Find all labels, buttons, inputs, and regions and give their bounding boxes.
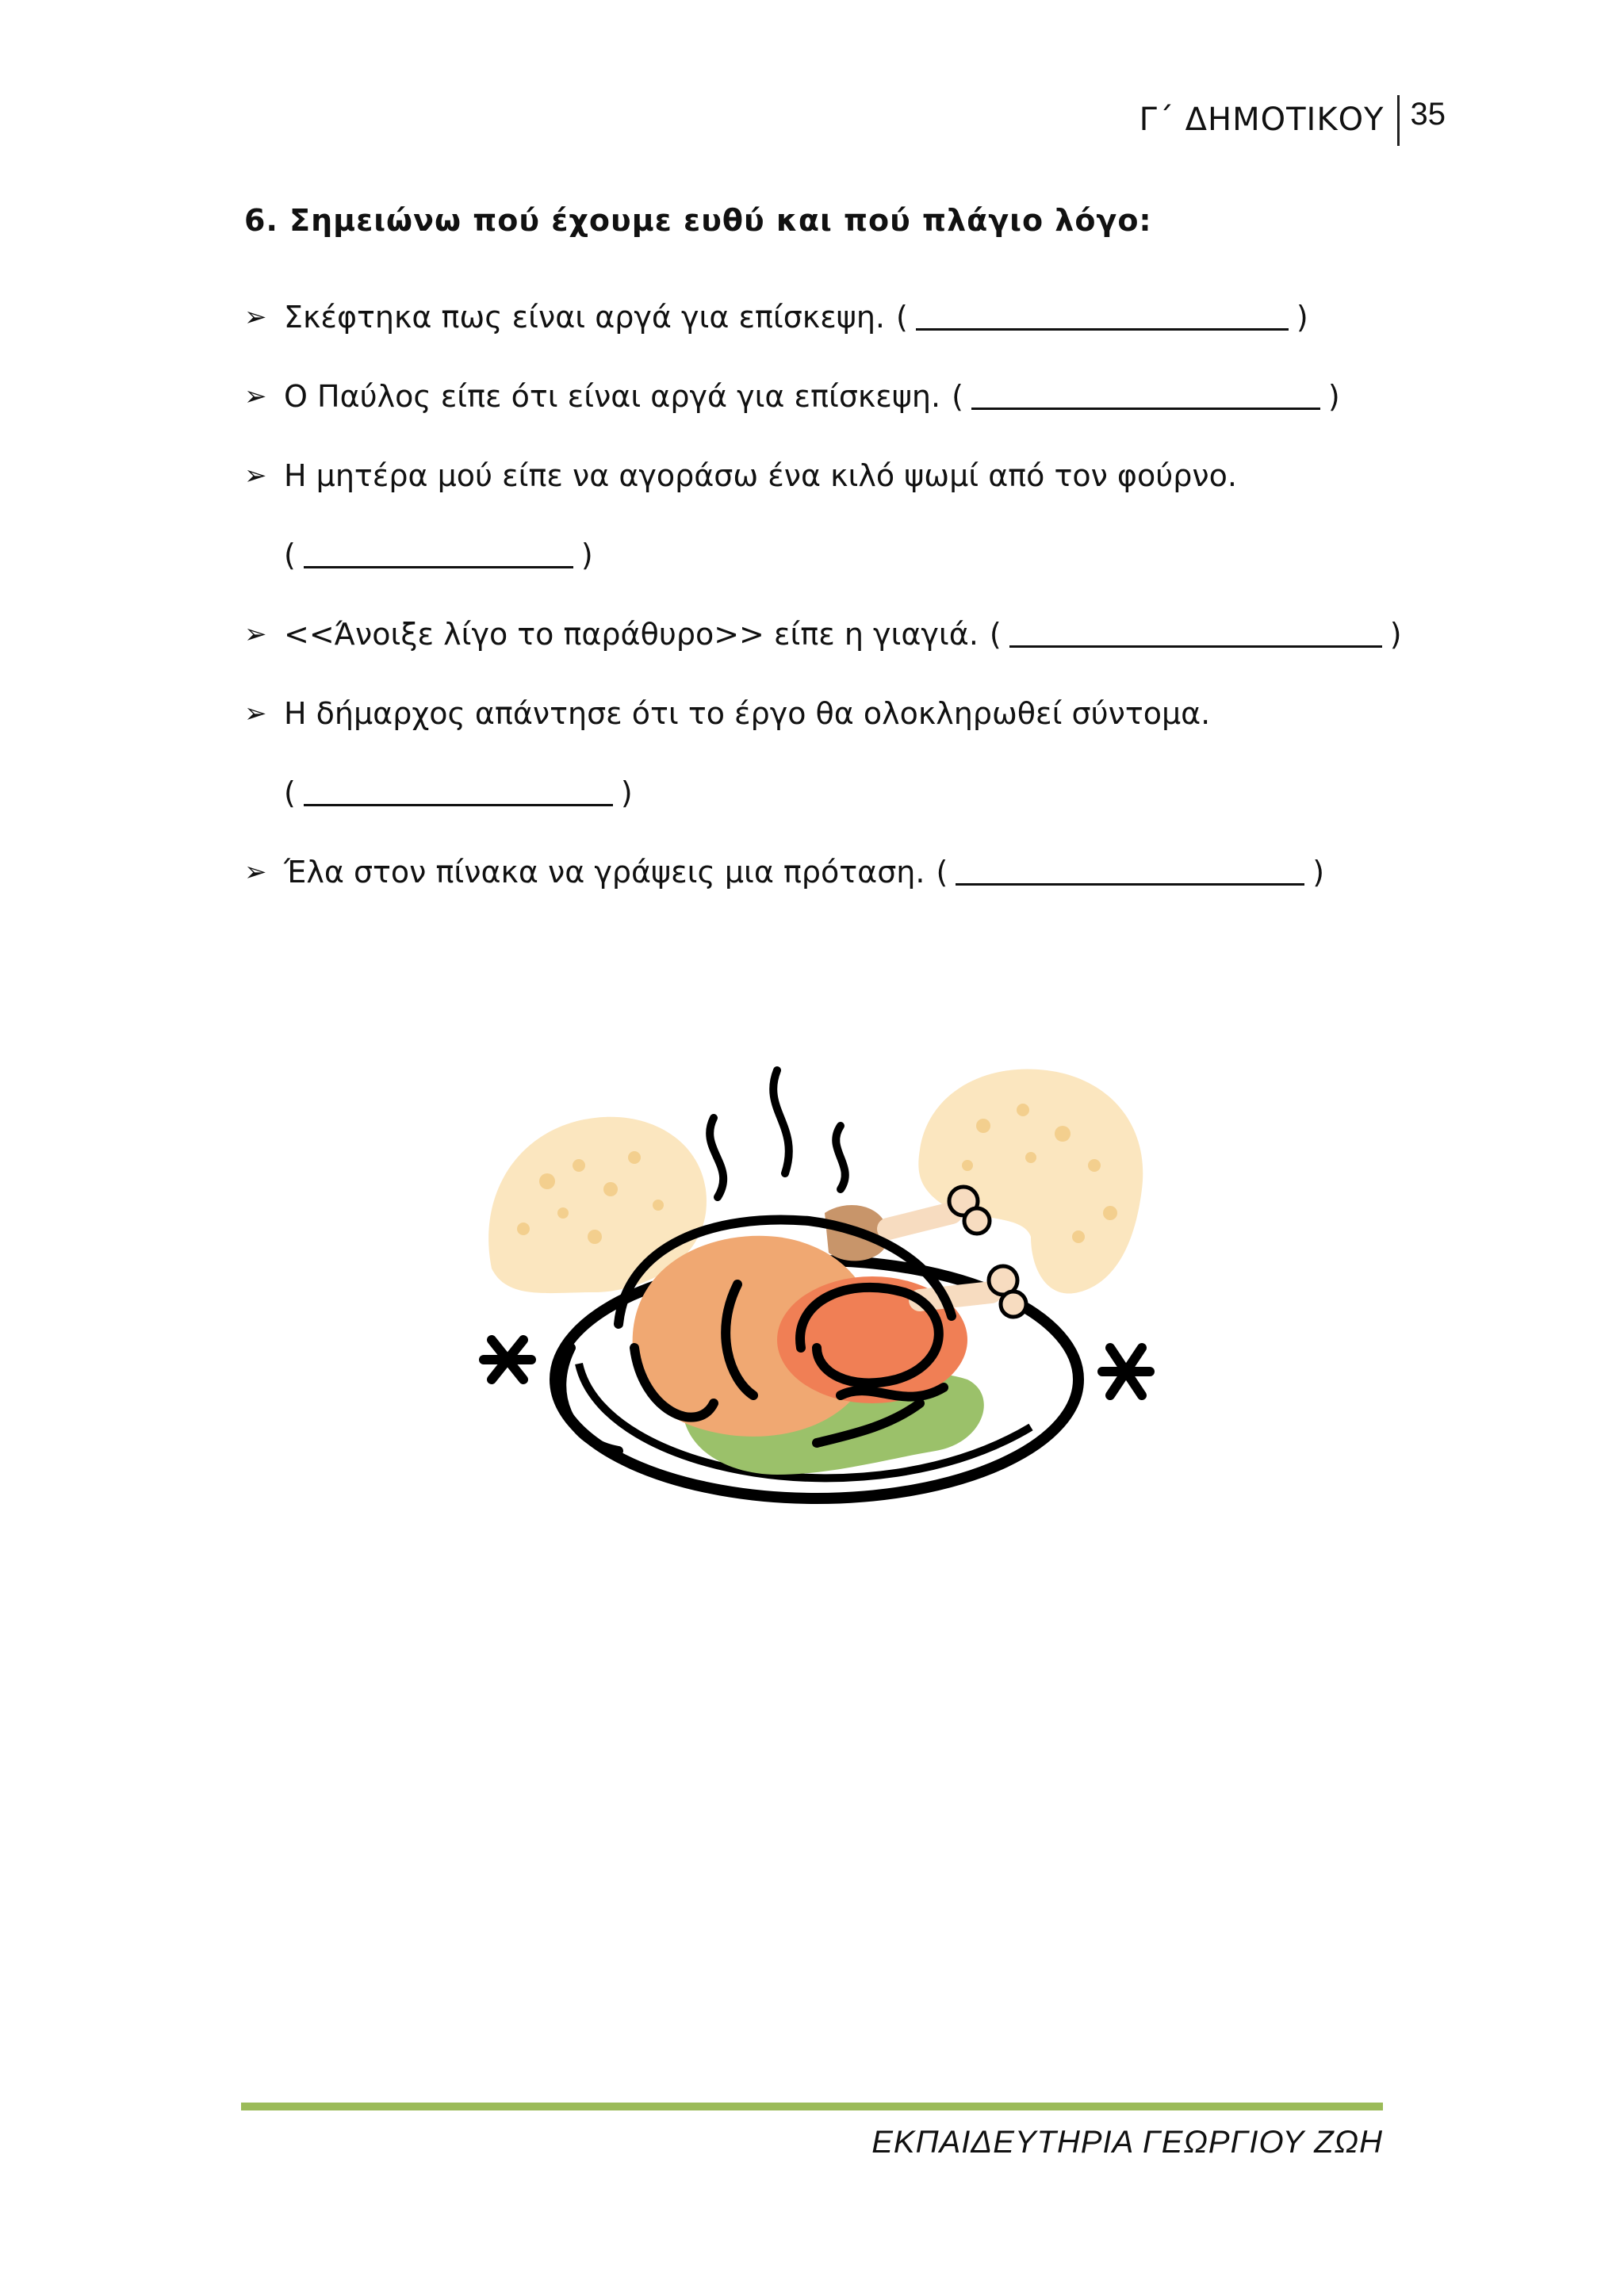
- exercise-title: 6. Σημειώνω πού έχουμε ευθύ και πού πλάγιο λόγο:: [244, 203, 1152, 238]
- arrow-bullet-icon: ➢: [244, 856, 267, 888]
- arrow-bullet-icon: ➢: [244, 698, 267, 729]
- arrow-bullet-icon: ➢: [244, 301, 267, 333]
- exercise-list: [244, 277, 1434, 912]
- list-item: [244, 357, 1434, 436]
- list-item: [244, 277, 1434, 357]
- paren-open: (: [952, 379, 963, 414]
- answer-blank[interactable]: [956, 859, 1304, 886]
- paren-close: ): [1389, 617, 1402, 652]
- paren-open: (: [284, 538, 296, 572]
- paren-close: ): [1296, 300, 1308, 335]
- page-number: 35: [1410, 97, 1446, 132]
- page-header: [1139, 94, 1446, 146]
- list-item-answer-line: [244, 515, 1434, 595]
- item-text: Η μητέρα μού είπε να αγοράσω ένα κιλό ψωμί από τον φούρνο.: [284, 458, 1237, 493]
- list-item: [244, 674, 1434, 753]
- answer-blank[interactable]: [304, 542, 573, 568]
- arrow-bullet-icon: ➢: [244, 618, 267, 650]
- arrow-bullet-icon: ➢: [244, 381, 267, 412]
- paren-close: ): [620, 775, 633, 810]
- arrow-bullet-icon: ➢: [244, 460, 267, 492]
- answer-blank[interactable]: [304, 780, 613, 806]
- paren-close: ): [580, 538, 593, 572]
- answer-blank[interactable]: [916, 304, 1289, 331]
- item-text: <<Άνοιξε λίγο το παράθυρο>> είπε η γιαγιά.: [284, 617, 979, 652]
- list-item: [244, 436, 1434, 515]
- list-item: [244, 832, 1434, 912]
- footer-text: ΕΚΠΑΙΔΕΥΤΗΡΙΑ ΓΕΩΡΓΙΟΥ ΖΩΗ: [871, 2125, 1383, 2160]
- item-text: Έλα στον πίνακα να γράψεις μια πρόταση.: [284, 855, 925, 890]
- list-item-answer-line: [244, 753, 1434, 832]
- footer-divider: [241, 2103, 1383, 2110]
- answer-blank[interactable]: [1009, 622, 1382, 648]
- paren-open: (: [989, 617, 1002, 652]
- list-item: [244, 595, 1434, 674]
- paren-open: (: [284, 775, 296, 810]
- item-text: Σκέφτηκα πως είναι αργά για επίσκεψη.: [284, 300, 885, 335]
- item-text: Ο Παύλος είπε ότι είναι αργά για επίσκεψη.: [284, 379, 941, 414]
- paren-close: ): [1312, 855, 1325, 890]
- paren-open: (: [936, 855, 948, 890]
- paren-open: (: [895, 300, 908, 335]
- answer-blank[interactable]: [971, 384, 1320, 410]
- paren-close: ): [1327, 379, 1340, 414]
- grade-title: Γ΄ ΔΗΜΟΤΙΚΟΥ: [1139, 101, 1385, 138]
- roast-chicken-icon: [476, 1031, 1189, 1522]
- item-text: Η δήμαρχος απάντησε ότι το έργο θα ολοκληρωθεί σύντομα.: [284, 696, 1211, 731]
